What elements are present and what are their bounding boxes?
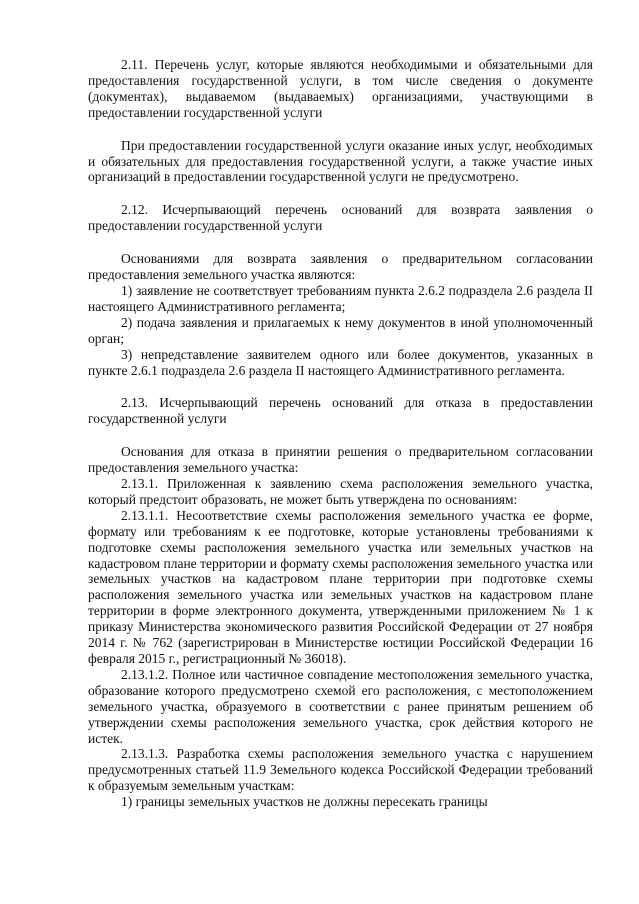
paragraph-spacer — [88, 121, 593, 138]
refusal-grounds-intro: Основания для отказа в принятии решения о предварительном согласовании предоставления земельного участка: — [88, 444, 593, 476]
paragraph-spacer — [88, 427, 593, 444]
section-2-11-heading: 2.11. Перечень услуг, которые являются необходимыми и обязательными для предоставления государственной услуги, в том числе сведения о документе (документах), выдаваемом (выдаваемых) организациями, участвующими в предоставлении государственной услуги — [88, 57, 593, 120]
clause-2-13-1-3: 2.13.1.3. Разработка схемы расположения земельного участка с нарушением предусмотренных статьей 11.9 Земельного кодекса Российской Федерации требований к образуемым земельным участкам: — [88, 746, 593, 794]
clause-2-13-1-1: 2.13.1.1. Несоответствие схемы расположения земельного участка ее форме, формату или требованиям к ее подготовке, которые установлены требованиями к подготовке схемы расположения земельного участка или земельных участков на кадастровом плане территории и формату схемы расположения земельного участка или земельных участков на кадастровом плане территории при подготовке схемы расположения земельного участка или земельных участков на кадастровом плане территории в форме электронного документа, утвержденными приложением № 1 к приказу Министерства экономического развития Российской Федерации от 27 ноября 2014 г. № 762 (зарегистрирован в Министерстве юстиции Российской Федерации 16 февраля 2015 г., регистрационный № 36018). — [88, 507, 593, 666]
return-ground-item-2: 2) подача заявления и прилагаемых к нему документов в иной уполномоченный орган; — [88, 314, 593, 346]
section-2-12-heading: 2.12. Исчерпывающий перечень оснований для возврата заявления о предоставлении государственной услуги — [88, 202, 593, 234]
return-ground-item-3: 3) непредставление заявителем одного или более документов, указанных в пункте 2.6.1 подраздела 2.6 раздела II настоящего Административного регламента. — [88, 346, 593, 378]
return-ground-item-1: 1) заявление не соответствует требованиям пункта 2.6.2 подраздела 2.6 раздела II настоящего Административного регламента; — [88, 282, 593, 314]
paragraph-spacer — [88, 234, 593, 251]
return-grounds-intro: Основаниями для возврата заявления о предварительном согласовании предоставления земельного участка являются: — [88, 251, 593, 283]
section-2-13-heading: 2.13. Исчерпывающий перечень оснований для отказа в предоставлении государственной услуги — [88, 395, 593, 427]
clause-2-13-1: 2.13.1. Приложенная к заявлению схема расположения земельного участка, который предстоит образовать, не может быть утверждена по основаниям: — [88, 476, 593, 507]
paragraph-spacer — [88, 185, 593, 202]
document-page — [88, 57, 593, 810]
section-2-11-body: При предоставлении государственной услуги оказание иных услуг, необходимых и обязательных для предоставления государственной услуги, а также участие иных организаций в предоставлении государственной услуги не предусмотрено. — [88, 137, 593, 185]
clause-2-13-1-2: 2.13.1.2. Полное или частичное совпадение местоположения земельного участка, образование которого предусмотрено схемой его расположения, с местоположением земельного участка, образуемого в соответствии с ранее принятым решением об утверждении схемы расположения земельного участка, срок действия которого не истек. — [88, 666, 593, 746]
clause-2-13-1-3-item-1: 1) границы земельных участков не должны пересекать границы — [121, 794, 488, 810]
paragraph-spacer — [88, 378, 593, 395]
